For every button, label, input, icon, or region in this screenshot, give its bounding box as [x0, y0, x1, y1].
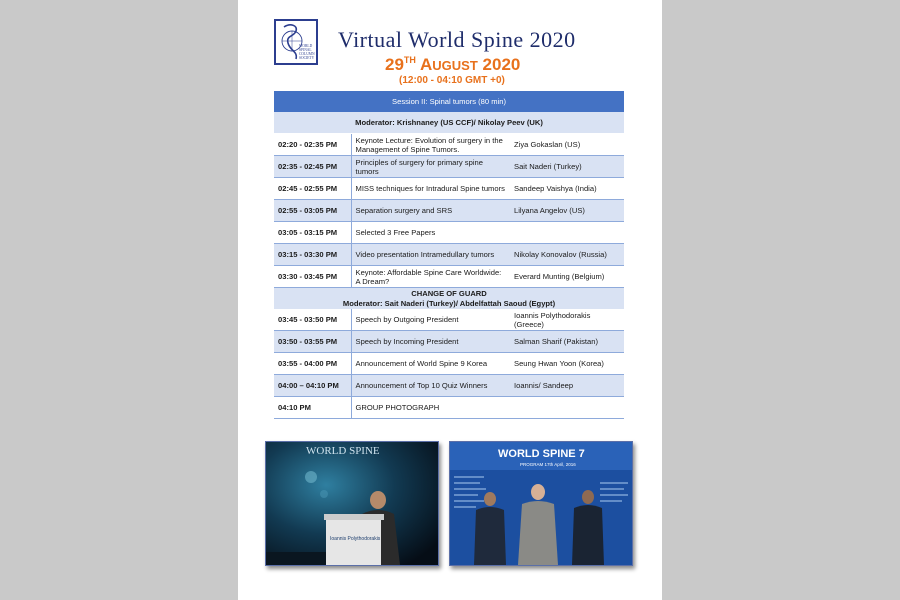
- program-page: [238, 0, 662, 600]
- page-title: Virtual World Spine 2020: [338, 27, 576, 52]
- session-title: Session II: Spinal tumors (80 min): [274, 91, 624, 112]
- schedule-time: 04:10 PM: [274, 397, 351, 419]
- schedule-topic: Keynote: Affordable Spine Care Worldwide: A Dream?: [351, 266, 510, 288]
- session-header-row: [274, 91, 624, 112]
- schedule-topic: Speech by Incoming President: [351, 331, 510, 353]
- schedule-topic: GROUP PHOTOGRAPH: [351, 397, 510, 419]
- schedule-time: 02:55 - 03:05 PM: [274, 200, 351, 222]
- speaker-photo-image: [266, 442, 438, 565]
- schedule-row: [274, 309, 624, 331]
- schedule-row: [274, 178, 624, 200]
- wscs-logo-icon: [276, 21, 316, 63]
- schedule-topic: Announcement of Top 10 Quiz Winners: [351, 375, 510, 397]
- schedule-row: [274, 156, 624, 178]
- schedule-topic: Speech by Outgoing President: [351, 309, 510, 331]
- schedule-speaker: Nikolay Konovalov (Russia): [510, 244, 624, 266]
- schedule-speaker: [510, 397, 624, 419]
- schedule-row: [274, 222, 624, 244]
- schedule-time: 03:50 - 03:55 PM: [274, 331, 351, 353]
- schedule-topic: Video presentation Intramedullary tumors: [351, 244, 510, 266]
- schedule-speaker: Salman Sharif (Pakistan): [510, 331, 624, 353]
- photo-group-world-spine-7: [449, 441, 633, 566]
- schedule-row: [274, 397, 624, 419]
- schedule-speaker: Ioannis/ Sandeep: [510, 375, 624, 397]
- schedule-topic: Selected 3 Free Papers: [351, 222, 510, 244]
- date-suffix: TH: [403, 55, 416, 65]
- schedule-row: [274, 134, 624, 156]
- schedule-row: [274, 353, 624, 375]
- schedule-speaker: Ziya Gokaslan (US): [510, 134, 624, 156]
- schedule-time: 03:30 - 03:45 PM: [274, 266, 351, 288]
- event-time-range: (12:00 - 04:10 GMT +0): [399, 75, 505, 86]
- schedule-speaker: Everard Munting (Belgium): [510, 266, 624, 288]
- schedule-topic: Keynote Lecture: Evolution of surgery in the Management of Spine Tumors.: [351, 134, 510, 156]
- schedule-row: [274, 244, 624, 266]
- podium-name-text: Ioannis Polythodorakis: [330, 536, 381, 542]
- schedule-time: 02:45 - 02:55 PM: [274, 178, 351, 200]
- change-of-guard-cell: [274, 288, 624, 310]
- schedule-time: 03:15 - 03:30 PM: [274, 244, 351, 266]
- change-of-guard-moderator: Moderator: Sait Naderi (Turkey)/ Abdelfattah Saoud (Egypt): [342, 298, 556, 308]
- schedule-time: 03:45 - 03:50 PM: [274, 309, 351, 331]
- schedule-table: [274, 91, 624, 419]
- date-year: 2020: [482, 55, 521, 74]
- logo-text-3: COLUMN: [299, 52, 315, 56]
- photo2-banner-subtitle: PROGRAM 17th April, 2016: [520, 462, 576, 467]
- schedule-time: 02:20 - 02:35 PM: [274, 134, 351, 156]
- schedule-time: 03:55 - 04:00 PM: [274, 353, 351, 375]
- schedule-row: [274, 375, 624, 397]
- schedule-speaker: Lilyana Angelov (US): [510, 200, 624, 222]
- date-day: 29: [385, 55, 404, 74]
- date-month-rest: UGUST: [432, 58, 478, 73]
- schedule-speaker: Ioannis Polythodorakis (Greece): [510, 309, 624, 331]
- schedule-time: 03:05 - 03:15 PM: [274, 222, 351, 244]
- photo2-banner-title: WORLD SPINE 7: [498, 448, 585, 460]
- wscs-logo: [274, 19, 318, 65]
- change-of-guard-title: CHANGE OF GUARD: [411, 288, 487, 298]
- schedule-topic: Principles of surgery for primary spine tumors: [351, 156, 510, 178]
- session-moderator: Moderator: Krishnaney (US CCF)/ Nikolay Peev (UK): [274, 112, 624, 134]
- schedule-speaker: Seung Hwan Yoon (Korea): [510, 353, 624, 375]
- schedule-row: [274, 200, 624, 222]
- schedule-topic: MISS techniques for Intradural Spine tumors: [351, 178, 510, 200]
- schedule-speaker: Sait Naderi (Turkey): [510, 156, 624, 178]
- schedule-time: 02:35 - 02:45 PM: [274, 156, 351, 178]
- schedule-speaker: Sandeep Vaishya (India): [510, 178, 624, 200]
- moderator-row: [274, 112, 624, 134]
- change-of-guard-row: [274, 288, 624, 310]
- schedule-time: 04:00 – 04:10 PM: [274, 375, 351, 397]
- event-date: [385, 55, 525, 75]
- logo-text-4: SOCIETY: [299, 56, 315, 60]
- schedule-topic: Separation surgery and SRS: [351, 200, 510, 222]
- photo1-banner-text: WORLD SPINE: [306, 445, 380, 457]
- logo-text-1: WORLD: [299, 44, 313, 48]
- schedule-row: [274, 266, 624, 288]
- schedule-row: [274, 331, 624, 353]
- date-month-initial: A: [420, 55, 433, 74]
- schedule-topic: Announcement of World Spine 9 Korea: [351, 353, 510, 375]
- photo-speaker-at-podium: [265, 441, 439, 566]
- group-photo-image: [450, 442, 632, 565]
- logo-text-2: SPINAL: [299, 48, 312, 52]
- schedule-speaker: [510, 222, 624, 244]
